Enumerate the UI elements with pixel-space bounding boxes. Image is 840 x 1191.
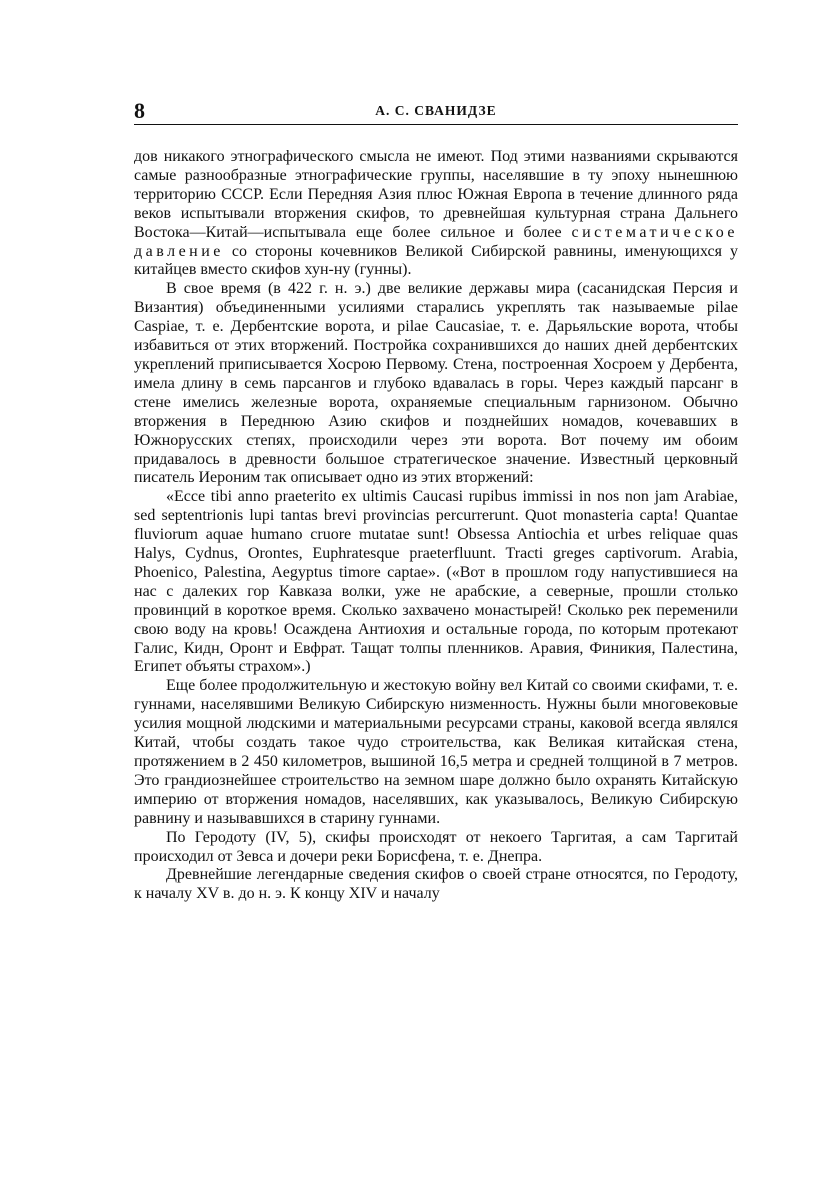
latin-quote: «Ecce tibi anno praeterito ex ultimis Caucasi rupibus immissi in nos non jam Arabiae, sed septentrionis lupi tantas brevi provincias percurrerunt. Quot monasteria capta! Quantae fluviorum aquae humano cruore mutatae sunt! Obsessa Antiochia et urbes reliquae quas Halys, Cydnus, Orontes, Euphratesque praeterfluunt. Tracti greges captivorum. Arabia, Phoenico, Palestina, Aegyptus timore captae». («Вот в прошлом году напустившиеся на нас с далеких гор Кавказа волки, уже не арабские, а северные, прошли столько провинций в короткое время. Сколько захвачено монастырей! Сколько рек переменили свою воду на кровь! Осаждена Антиохия и остальные города, по которым протекают Галис, Кидн, Оронт и Евфрат. Тащат толпы пленников. Аравия, Финикия, Палестина, Египет объяты страхом».) (134, 488, 738, 676)
page-number: 8 (134, 98, 145, 123)
header-rule (134, 124, 738, 125)
paragraph-4: Еще более продолжительную и жестокую войну вел Китай со своими скифами, т. е. гуннами, населявшими Великую Сибирскую низменность. Нужны были многовековые усилия мощной людскими и материальными ресурсами страны, каковой всегда являлся Китай, чтобы создать такое чудо строительства, как Великая китайская стена, протяжением в 2 450 километров, вышиной 16,5 метра и средней толщиной в 7 метров. Это грандиознейшее строительство на земном шаре должно было охранять Китайскую империю от вторжения номадов, населявших, как указывалось, Великую Сибирскую равнину и называвшихся в старину гуннами. (134, 677, 738, 827)
paragraph-1-post: со стороны кочевников Великой Сибирской равнины, именующихся у китайцев вместо скифов хун-ну (гунны). (134, 242, 738, 279)
paragraph-6: Древнейшие легендарные сведения скифов о своей стране относятся, по Геродоту, к началу XV в. до н. э. К концу XIV и началу (134, 866, 738, 903)
page-header (134, 98, 738, 124)
paragraph-1 (134, 148, 738, 280)
emphasized-text: систематическое давление (134, 223, 738, 260)
running-title: А. С. СВАНИДЗЕ (375, 103, 497, 118)
paragraph-5: По Геродоту (IV, 5), скифы происходят от некоего Таргитая, а сам Таргитай происходил от Зевса и дочери реки Борисфена, т. е. Днепра. (134, 828, 738, 865)
paragraph-1-pre: дов никакого этнографического смысла не имеют. Под этими названиями скрываются самые разнообразные этнографические группы, населявшие в ту эпоху нынешнюю территорию СССР. Если Передняя Азия плюс Южная Европа в течение длинного ряда веков испытывали вторжения скифов, то древнейшая культурная страна Дальнего Востока—Китай—испытывала еще более сильное и более (134, 148, 738, 241)
body-text (134, 148, 738, 904)
paragraph-2: В свое время (в 422 г. н. э.) две великие державы мира (сасанидская Персия и Византия) объединенными усилиями старались укреплять так называемые pilae Caspiae, т. е. Дербентские ворота, и pilae Caucasiae, т. е. Дарьяльские ворота, чтобы избавиться от этих вторжений. Постройка сохранившихся до наших дней дербентских укреплений приписывается Хосрою Первому. Стена, построенная Хосроем у Дербента, имела длину в семь парсангов и глубоко вдавалась в горы. Через каждый парсанг в стене имелись железные ворота, охраняемые специальным гарнизоном. Обычно вторжения в Переднюю Азию скифов и позднейших номадов, кочевавших в Южнорусских степях, происходили через эти ворота. Вот почему им обоим придавалось в древности большое стратегическое значение. Известный церковный писатель Иероним так описывает одно из этих вторжений: (134, 280, 738, 487)
